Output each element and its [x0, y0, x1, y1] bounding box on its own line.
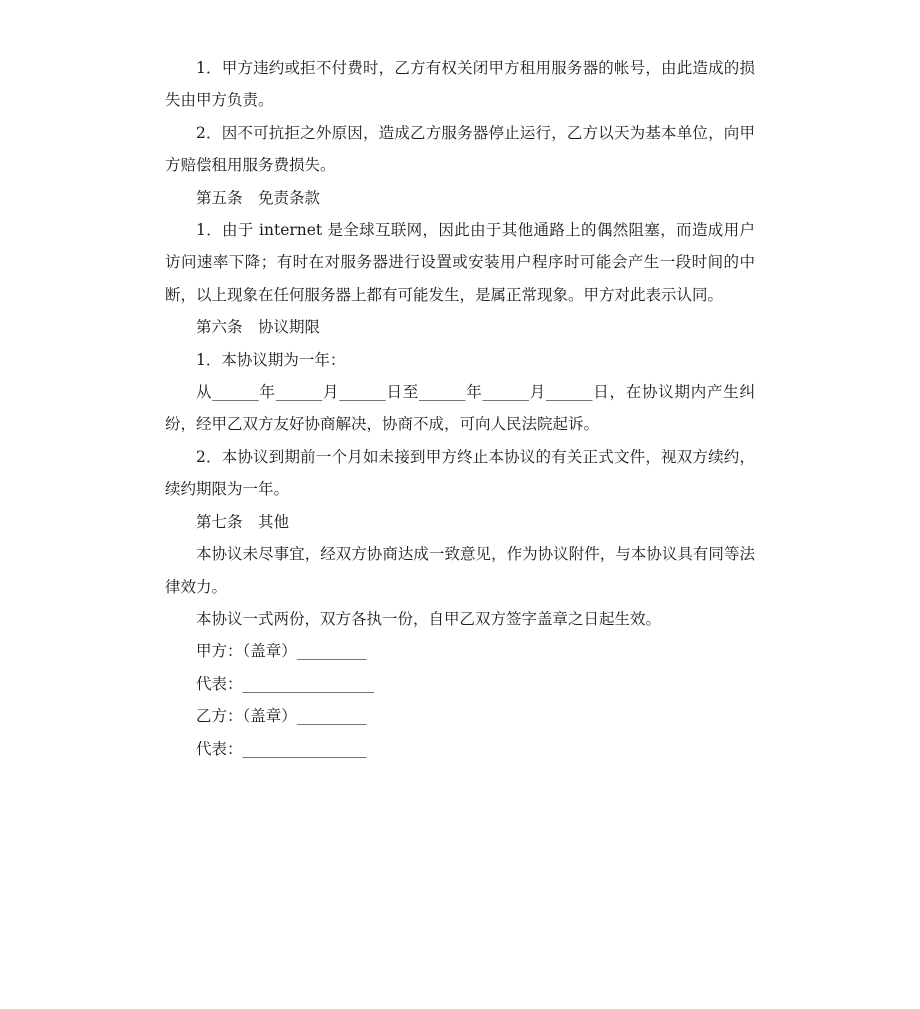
clause-paragraph: 本协议未尽事宜，经双方协商达成一致意见，作为协议附件，与本协议具有同等法律效力。 — [165, 545, 755, 596]
signature-line-representative-b: 代表：________________ — [196, 739, 367, 758]
clause-paragraph: 2．因不可抗拒之外原因，造成乙方服务器停止运行，乙方以天为基本单位，向甲方赔偿租用服务费损失。 — [165, 123, 755, 175]
document-body — [165, 52, 755, 765]
clause-paragraph: 从______年______月______日至______年______月______日，在协议期内产生纠纷，经甲乙双方友好协商解决，协商不成，可向人民法院起诉。 — [165, 383, 755, 434]
clause-paragraph: 1．甲方违约或拒不付费时，乙方有权关闭甲方租用服务器的帐号，由此造成的损失由甲方负责。 — [165, 59, 755, 110]
clause-paragraph: 1．本协议期为一年： — [196, 350, 346, 369]
section-heading: 第七条 其他 — [196, 512, 290, 531]
clause-paragraph: 本协议一式两份，双方各执一份，自甲乙双方签字盖章之日起生效。 — [196, 609, 662, 628]
signature-line-party-b: 乙方：（盖章）_________ — [196, 707, 367, 726]
signature-line-party-a: 甲方：（盖章）_________ — [196, 642, 367, 661]
section-heading: 第五条 免责条款 — [196, 188, 321, 207]
clause-paragraph: 1．由于 internet 是全球互联网，因此由于其他通路上的偶然阻塞，而造成用户访问速率下降；有时在对服务器进行设置或安装用户程序时可能会产生一段时间的中断，以上现象在任何服务器上都有可能发生，是属正常现象。甲方对此表示认同。 — [165, 221, 755, 304]
section-heading: 第六条 协议期限 — [196, 318, 321, 337]
signature-line-representative-a: 代表：_________________ — [196, 674, 375, 693]
clause-paragraph: 2．本协议到期前一个月如未接到甲方终止本协议的有关正式文件，视双方续约，续约期限为一年。 — [165, 447, 755, 499]
